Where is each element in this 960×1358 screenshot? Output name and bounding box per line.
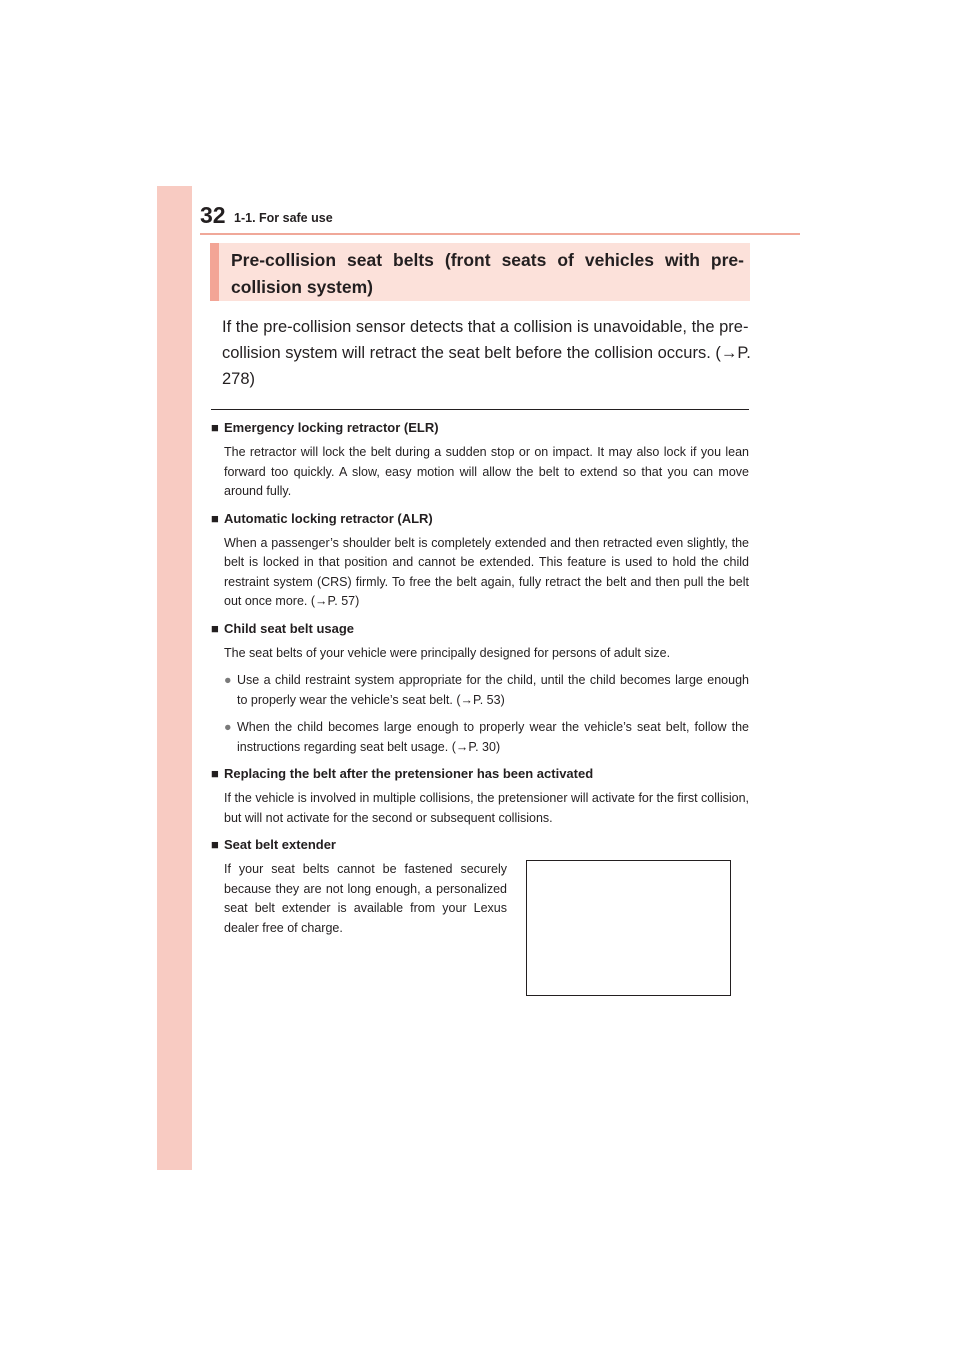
list-item: ● Use a child restraint system appropriate for the child, until the child becomes large enough to properly wear the vehicle’s seat belt. (→P. 53) — [224, 673, 749, 707]
circle-bullet-icon: ● — [224, 673, 232, 687]
note-heading-alr — [211, 510, 749, 528]
section-label: 1-1. For safe use — [234, 211, 333, 225]
note-title: Replacing the belt after the pretensioner has been activated — [224, 766, 594, 781]
note-body-child: The seat belts of your vehicle were principally designed for persons of adult size. — [224, 645, 671, 660]
topic-title: Pre-collision seat belts (front seats of vehicles with pre-collision system) — [231, 250, 744, 297]
note-body-extender: If your seat belts cannot be fastened securely because they are not long enough, a personalized seat belt extender is available from your Lexus dealer free of charge. — [224, 862, 507, 935]
note-title: Seat belt extender — [224, 837, 336, 852]
note-heading-extender — [211, 836, 749, 854]
square-bullet-icon: ■ — [211, 766, 219, 781]
extender-block — [211, 860, 749, 1010]
note-title: Emergency locking retractor (ELR) — [224, 420, 439, 435]
note-heading-replacing — [211, 765, 749, 783]
note-heading-child — [211, 620, 749, 638]
square-bullet-icon: ■ — [211, 420, 219, 435]
illustration-frame — [526, 860, 731, 996]
square-bullet-icon: ■ — [211, 837, 219, 852]
notes-section — [211, 419, 749, 1010]
note-heading-elr — [211, 419, 749, 437]
topic-heading-box — [210, 243, 750, 301]
note-body-elr: The retractor will lock the belt during a sudden stop or on impact. It may also lock if you lean forward too quickly. A slow, easy motion will allow the belt to extend so that you can move around fully. — [224, 445, 749, 498]
square-bullet-icon: ■ — [211, 620, 219, 636]
note-title: Child seat belt usage — [224, 620, 355, 636]
page-number: 32 — [200, 202, 226, 228]
side-tab — [157, 186, 192, 1170]
note-title: Automatic locking retractor (ALR) — [224, 510, 433, 526]
list-item: ● When the child becomes large enough to properly wear the vehicle’s seat belt, follow the instructions regarding seat belt usage. (→P. 30) — [224, 720, 749, 754]
note-body-replacing: If the vehicle is involved in multiple collisions, the pretensioner will activate for the first collision, but will not activate for the second or subsequent collisions. — [224, 791, 749, 825]
circle-bullet-icon: ● — [224, 720, 232, 734]
header-rule — [200, 233, 800, 235]
section-divider — [211, 409, 749, 410]
note-body-alr: When a passenger’s shoulder belt is completely extended and then retracted even slightly, the belt is locked in that position and cannot be extended. This feature is used to hold the child restraint system (CRS) firmly. To free the belt again, fully retract the belt and then pull the belt out once more. (→P. 57) — [224, 535, 749, 608]
topic-body: If the pre-collision sensor detects that a collision is unavoidable, the pre-collision system will retract the seat belt before the collision occurs. (→P. 278) — [222, 318, 751, 388]
square-bullet-icon: ■ — [211, 510, 219, 526]
